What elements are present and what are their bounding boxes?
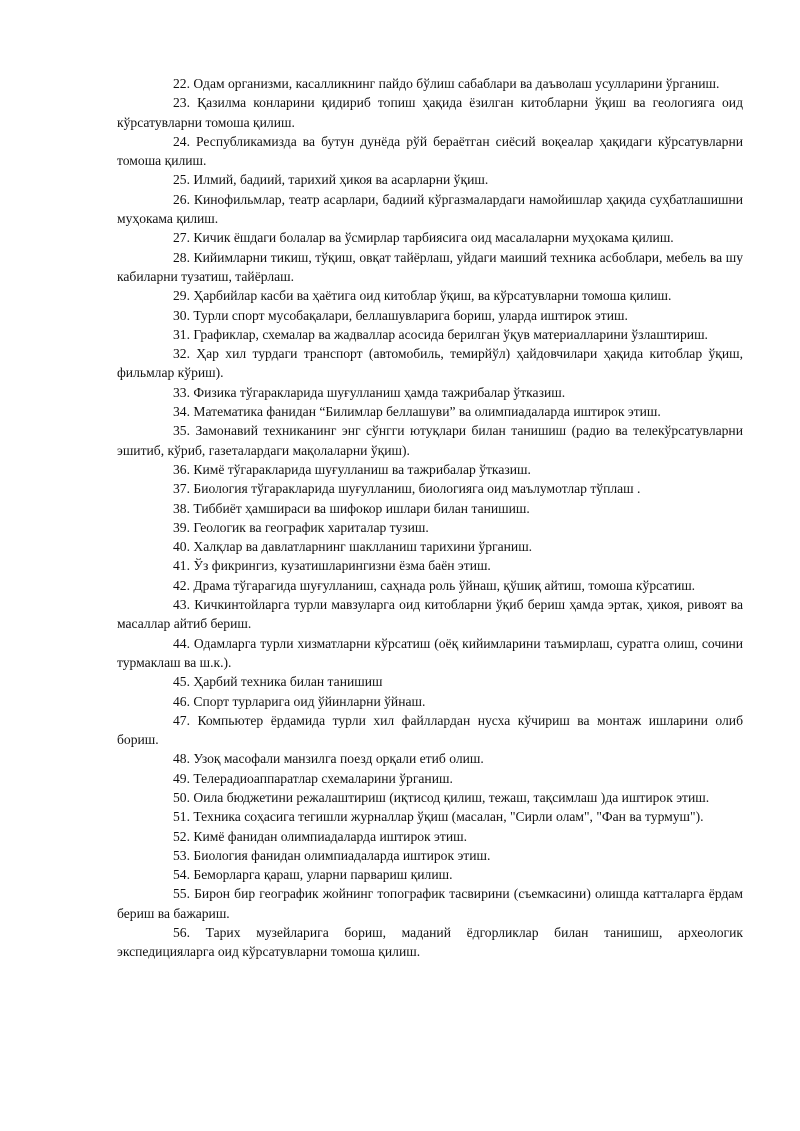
list-item: 39. Геологик ва географик хариталар тузиш. — [173, 519, 429, 535]
list-item: 27. Кичик ёшдаги болалар ва ўсмирлар тарбиясига оид масалаларни муҳокама қилиш. — [173, 230, 674, 246]
list-item: 54. Беморларга қараш, уларни парвариш қилиш. — [173, 867, 453, 883]
list-item: 26. Кинофильмлар, театр асарлари, бадиий кўргазмалардаги намойишлар ҳақида суҳбатлашишни муҳокама қилиш. — [117, 191, 743, 227]
list-item: 50. Оила бюджетини режалаштириш (иқтисод қилиш, тежаш, тақсимлаш )да иштирок этиш. — [173, 789, 710, 805]
list-item: 41. Ўз фикрингиз, кузатишларингизни ёзма баён этиш. — [173, 558, 491, 574]
list-item: 42. Драма тўгарагида шуғулланиш, саҳнада роль ўйнаш, қўшиқ айтиш, томоша кўрсатиш. — [173, 577, 696, 593]
list-item: 45. Ҳарбий техника билан танишиш — [173, 674, 383, 690]
list-item: 33. Физика тўгаракларида шуғулланиш ҳамда тажрибалар ўтказиш. — [173, 384, 566, 400]
list-item: 40. Халқлар ва давлатларнинг шаклланиш тарихини ўрганиш. — [173, 539, 533, 555]
list-item: 35. Замонавий техниканинг энг сўнгги ютуқлари билан танишиш (радио ва телекўрсатувларни эшитиб, кўриб, газеталардаги мақолаларни ўқиш). — [117, 423, 743, 458]
list-item: 51. Техника соҳасига тегишли журналлар ўқиш (масалан, "Сирли олам", "Фан ва турмуш"). — [173, 809, 704, 825]
list-item: 52. Кимё фанидан олимпиадаларда иштирок этиш. — [173, 828, 467, 844]
list-item: 29. Ҳарбийлар касби ва ҳаётига оид китоблар ўқиш, ва кўрсатувларни томоша қилиш. — [173, 288, 672, 304]
list-item: 32. Ҳар хил турдаги транспорт (автомобиль, темирйўл) ҳайдовчилари ҳақида китоблар ўқиш, фильмлар кўриш). — [117, 346, 743, 381]
list-item: 30. Турли спорт мусобақалари, беллашувларига бориш, уларда иштирок этиш. — [173, 307, 628, 323]
list-item: 56. Тарих музейларига бориш, маданий ёдгорликлар билан танишиш, археологик экспедицияларга оид кўрсатувларни томоша қилиш. — [117, 925, 743, 960]
list-item: 34. Математика фанидан “Билимлар беллашуви” ва олимпиадаларда иштирок этиш. — [173, 404, 661, 420]
list-item: 23. Қазилма конларини қидириб топиш ҳақида ёзилган китобларни ўқиш ва геологияга оид кўрсатувларни томоша қилиш. — [117, 95, 743, 130]
list-item: 25. Илмий, бадиий, тарихий ҳикоя ва асарларни ўқиш. — [173, 172, 489, 188]
list-item: 22. Одам организми, касалликнинг пайдо бўлиш сабаблари ва даъволаш усулларини ўрганиш. — [173, 76, 720, 91]
list-item: 37. Биология тўгаракларида шуғулланиш, биологияга оид маълумотлар тўплаш . — [173, 481, 641, 497]
list-item: 36. Кимё тўгаракларида шуғулланиш ва тажрибалар ўтказиш. — [173, 461, 531, 477]
list-item: 43. Кичкинтойларга турли мавзуларга оид китобларни ўқиб бериш ҳамда эртак, ҳикоя, ривоят ва масаллар айтиб бериш. — [117, 597, 743, 632]
list-item: 49. Телерадиоаппаратлар схемаларини ўрганиш. — [173, 770, 453, 786]
list-item: 46. Спорт турларига оид ўйинларни ўйнаш. — [173, 693, 426, 709]
list-item: 28. Кийимларни тикиш, тўқиш, овқат тайёрлаш, уйдаги маиший техника асбоблари, мебель ва шу кабиларни тузатиш, тайёрлаш. — [117, 249, 743, 284]
list-item: 31. Графиклар, схемалар ва жадваллар асосида берилган ўқув материалларини ўзлаштириш. — [173, 326, 708, 342]
list-item: 44. Одамларга турли хизматларни кўрсатиш (оёқ кийимларини таъмирлаш, суратга олиш, сочини турмаклаш ва ш.к.). — [117, 635, 743, 670]
list-item: 24. Республикамизда ва бутун дунёда рўй бераётган сиёсий воқеалар ҳақидаги кўрсатувларни томоша қилиш. — [117, 133, 743, 169]
list-item: 48. Узоқ масофали манзилга поезд орқали етиб олиш. — [173, 751, 484, 767]
document-page — [117, 74, 743, 962]
list-item: 38. Тиббиёт ҳамшираси ва шифокор ишлари билан танишиш. — [173, 500, 530, 516]
list-item: 55. Бирон бир географик жойнинг топографик тасвирини (съемкасини) олишда катталарга ёрдам бериш ва бажариш. — [117, 886, 743, 921]
list-item: 53. Биология фанидан олимпиадаларда иштирок этиш. — [173, 847, 491, 863]
list-item: 47. Компьютер ёрдамида турли хил файллардан нусха кўчириш ва монтаж ишларини олиб бориш. — [117, 712, 743, 748]
